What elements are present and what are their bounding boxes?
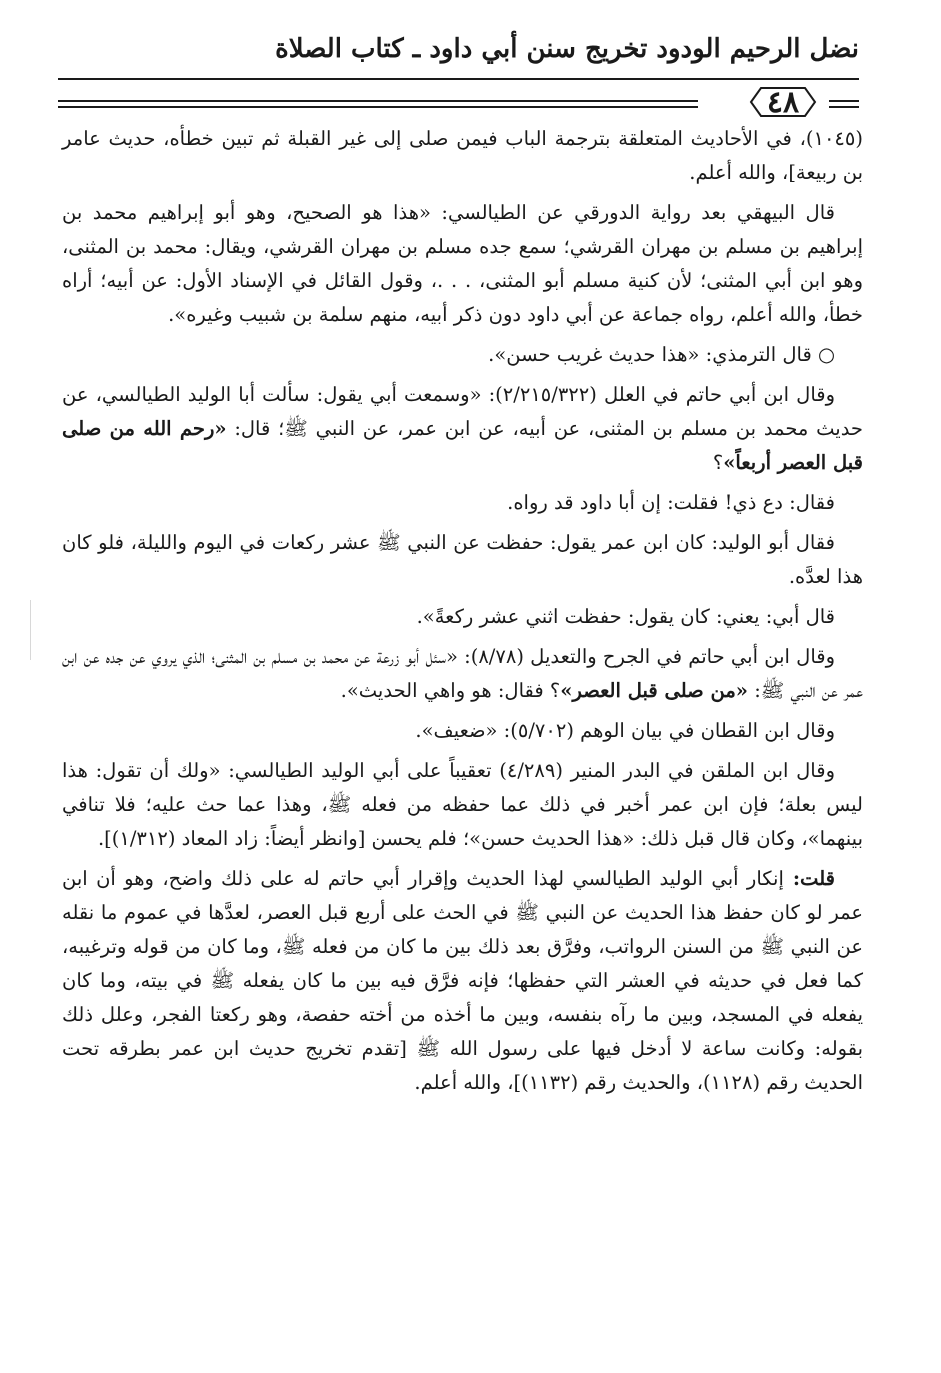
- header-rule: [58, 78, 859, 80]
- paragraph: فقال: دع ذي! فقلت: إن أبا داود قد رواه.: [507, 491, 835, 514]
- scan-gutter-mark: [30, 600, 31, 660]
- paragraph-text: ؟ فقال: هو واهي الحديث».: [340, 679, 561, 702]
- header-rule-right-double: [829, 106, 859, 108]
- running-title: نضل الرحيم الودود تخريج سنن أبي داود ـ كتاب الصلاة: [275, 34, 859, 64]
- paragraph: وقال ابن القطان في بيان الوهم (٥/٧٠٢): «ضعيف».: [415, 719, 835, 742]
- paragraph: [62, 862, 863, 1100]
- paragraph: [62, 640, 863, 708]
- paragraph: (١٠٤٥)، في الأحاديث المتعلقة بترجمة الباب فيمن صلى إلى غير القبلة ثم تبين خطأه، حديث عامر بن ربيعة]، والله أعلم.: [62, 127, 863, 184]
- page-header: [58, 34, 859, 120]
- paragraph: وقال ابن الملقن في البدر المنير (٤/٢٨٩) تعقيباً على أبي الوليد الطيالسي: «ولك أن تقول: هذا ليس بعلة؛ فإن ابن عمر أخبر في ذلك عما حفظه من فعله ﷺ، وهذا عما حث عليه؛ فلا تنافي بينهما»، وكان قال قبل ذلك: «هذا الحديث حسن»؛ فلم يحسن [وانظر أيضاً: زاد المعاد (١/٣١٢)].: [62, 759, 863, 850]
- page-number: [747, 84, 819, 120]
- paragraph-text: وقال ابن أبي حاتم في العلل (٢/٢١٥/٣٢٢): «وسمعت أبي يقول: سألت أبا الوليد الطيالسي، عن حديث محمد بن مسلم بن المثنى، عن أبيه، عن ابن عمر، عن النبي ﷺ؛ قال:: [62, 383, 863, 440]
- paragraph: قال أبي: يعني: كان يقول: حفظت اثني عشر ركعةً».: [416, 605, 835, 628]
- paragraph: [62, 378, 863, 480]
- paragraph-text: ؟: [712, 451, 724, 474]
- hadith-quote: «رحم الله من صلى قبل العصر أربعاً»: [62, 417, 863, 474]
- hadith-quote: «من صلى قبل العصر»: [560, 679, 748, 702]
- body-text: [62, 122, 863, 1106]
- header-rule-left-double: [58, 106, 698, 108]
- paragraph: فقال أبو الوليد: كان ابن عمر يقول: حفظت عن النبي ﷺ عشر ركعات في اليوم والليلة، فلو كان هذا لعدَّه.: [62, 531, 863, 588]
- paragraph: ○ قال الترمذي: «هذا حديث غريب حسن».: [488, 343, 835, 366]
- paragraph-text: وقال ابن أبي حاتم في الجرح والتعديل (٨/٧٨): «سئل أبو زرعة عن محمد بن مسلم بن المثنى؛ الذي يروي عن جده عن ابن عمر عن النبي ﷺ:: [62, 645, 863, 702]
- header-rule-left: [58, 100, 698, 102]
- page-number-label: ٤٨: [766, 84, 800, 120]
- header-rule-right: [829, 100, 859, 102]
- folio-row: [58, 84, 859, 126]
- paragraph-text: إنكار أبي الوليد الطيالسي لهذا الحديث وإقرار أبي حاتم له على ذلك واضح، وهو أن ابن عمر لو كان حفظ هذا الحديث عن النبي ﷺ في الحث على أربع قبل العصر، لعدَّها في عموم ما نقله عن النبي ﷺ من السنن الرواتب، وفرَّق بعد ذلك بين ما كان من فعله ﷺ، وما كان من قوله وترغيبه، كما فعل في حديثه في العشر التي حفظها؛ فإنه فرَّق فيه بين ما كان يفعله ﷺ في بيته، وما كان يفعله في المسجد، وبين ما رآه بنفسه، وبين ما أخذه من أخته حفصة، وهو ركعتا الفجر، وعلل ذلك بقوله: وكانت ساعة لا أدخل فيها على رسول الله ﷺ [تقدم تخريج حديث ابن عمر بطرقه تحت الحديث رقم (١١٢٨)، والحديث رقم (١١٣٢)]، والله أعلم.: [62, 867, 863, 1094]
- paragraph: قال البيهقي بعد رواية الدورقي عن الطيالسي: «هذا هو الصحيح، وهو أبو إبراهيم محمد بن إبراهيم بن مسلم بن مهران القرشي؛ سمع جده مسلم بن مهران القرشي، ويقال: محمد بن المثنى، وهو ابن أبي المثنى؛ لأن كنية مسلم أبو المثنى، . . .، وقول القائل في الإسناد الأول: عن أبيه؛ أراه خطأ، والله أعلم، رواه جماعة عن أبي داود دون ذكر أبيه، منهم سلمة بن شبيب وغيره».: [62, 201, 863, 326]
- qultu-label: قلت:: [783, 867, 835, 890]
